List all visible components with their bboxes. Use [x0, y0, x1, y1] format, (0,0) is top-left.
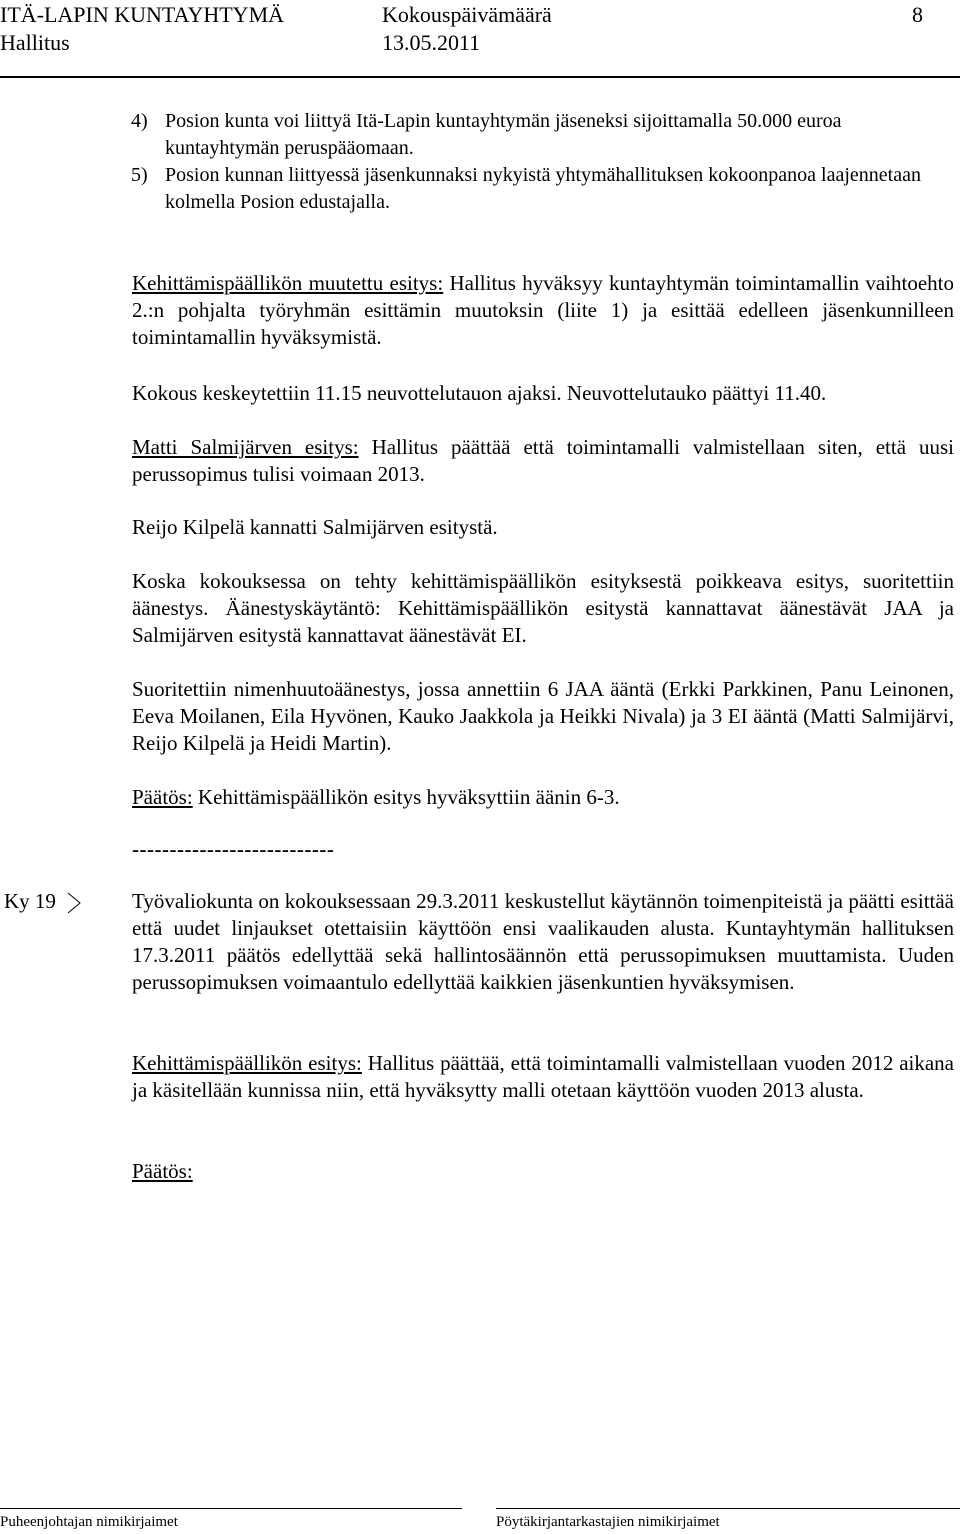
- chair-signature-label: Puheenjohtajan nimikirjaimet: [0, 1514, 178, 1530]
- recess-paragraph: Kokous keskeytettiin 11.15 neuvottelutauon ajaksi. Neuvottelutauko päättyi 11.40.: [132, 381, 827, 405]
- counter-proposal-label: Matti Salmijärven esitys:: [132, 435, 359, 459]
- section-proposal-label: Kehittämispäällikön esitys:: [132, 1051, 362, 1075]
- header-divider: [0, 76, 960, 78]
- section-decision-label: Päätös:: [132, 1159, 193, 1183]
- section-marker-icon: [66, 892, 82, 914]
- section-separator: ---------------------------: [132, 837, 335, 861]
- vote-procedure-paragraph: Koska kokouksessa on tehty kehittämispäällikön esityksestä poikkeava esitys, suoritettiin äänestys. Äänestyskäytäntö: Kehittämispäällikön esitystä kannattavat äänestävät JAA ja Salmijärven esitystä kannattavat äänestävät EI.: [132, 569, 954, 647]
- organization-name: ITÄ-LAPIN KUNTAYHTYMÄ: [0, 2, 285, 27]
- list-item: [131, 108, 955, 162]
- section-id: Ky 19: [4, 889, 56, 913]
- checkers-signature-label: Pöytäkirjantarkastajien nimikirjaimet: [496, 1514, 720, 1530]
- section-intro-paragraph: Työvaliokunta on kokouksessaan 29.3.2011 keskustellut käytännön toimenpiteistä ja päätti esittää että uudet linjaukset otettaisiin käyttöön ensi vaalikauden alusta. Kuntayhtymän hallituksen 17.3.2011 päätös edellyttää sekä hallintosäännön että perussopimuksen muuttamista. Uuden perussopimuksen voimaantulo edellyttää kaikkien jäsenkuntien hyväksymisen.: [132, 889, 954, 994]
- decision-label: Päätös:: [132, 785, 193, 809]
- chair-signature-line: [0, 1508, 462, 1509]
- section-decision-paragraph: [132, 1158, 954, 1185]
- meeting-date: 13.05.2011: [382, 30, 481, 55]
- list-text: Posion kunta voi liittyä Itä-Lapin kuntayhtymän jäseneksi sijoittamalla 50.000 euroa kuntayhtymän peruspääomaan.: [165, 110, 842, 159]
- page-number: 8: [912, 2, 923, 27]
- list-number: 5): [131, 164, 148, 186]
- modified-proposal-text: Hallitus hyväksyy kuntayhtymän toimintamallin vaihtoehto 2.:n pohjalta työryhmän esittämin muutoksin (liite 1) ja esittää edelleen jäsenkunnilleen toimintamallin hyväksymistä.: [132, 271, 955, 349]
- modified-proposal-label: Kehittämispäällikön muutettu esitys:: [132, 271, 444, 295]
- list-item: [131, 162, 955, 216]
- decision-paragraph: [132, 784, 954, 811]
- date-label: Kokouspäivämäärä: [382, 2, 552, 27]
- vote-result-paragraph: Suoritettiin nimenhuutoäänestys, jossa annettiin 6 JAA ääntä (Erkki Parkkinen, Panu Leinonen, Eeva Moilanen, Eila Hyvönen, Kauko Jaakkola ja Heikki Nivala) ja 3 EI ääntä (Matti Salmijärvi, Reijo Kilpelä ja Heidi Martin).: [132, 677, 954, 755]
- list-text: Posion kunnan liittyessä jäsenkunnaksi nykyistä yhtymähallituksen kokoonpanoa laajennetaan kolmella Posion edustajalla.: [165, 164, 921, 213]
- decision-text: Kehittämispäällikön esitys hyväksyttiin äänin 6-3.: [192, 785, 620, 809]
- counter-proposal-paragraph: [132, 434, 954, 488]
- list-number: 4): [131, 110, 148, 132]
- checkers-signature-line: [496, 1508, 960, 1509]
- counter-proposal-text: Hallitus päättää että toimintamalli valmistellaan siten, että uusi perussopimus tulisi voimaan 2013.: [132, 435, 954, 486]
- body-name: Hallitus: [0, 30, 70, 55]
- seconding-paragraph: Reijo Kilpelä kannatti Salmijärven esitystä.: [132, 515, 498, 539]
- modified-proposal-paragraph: [132, 270, 954, 351]
- section-proposal-paragraph: [132, 1050, 954, 1104]
- section-proposal-text: Hallitus päättää, että toimintamalli valmistellaan vuoden 2012 aikana ja käsitellään kunnissa niin, että hyväksytty malli otetaan käyttöön vuoden 2013 alusta.: [132, 1051, 955, 1102]
